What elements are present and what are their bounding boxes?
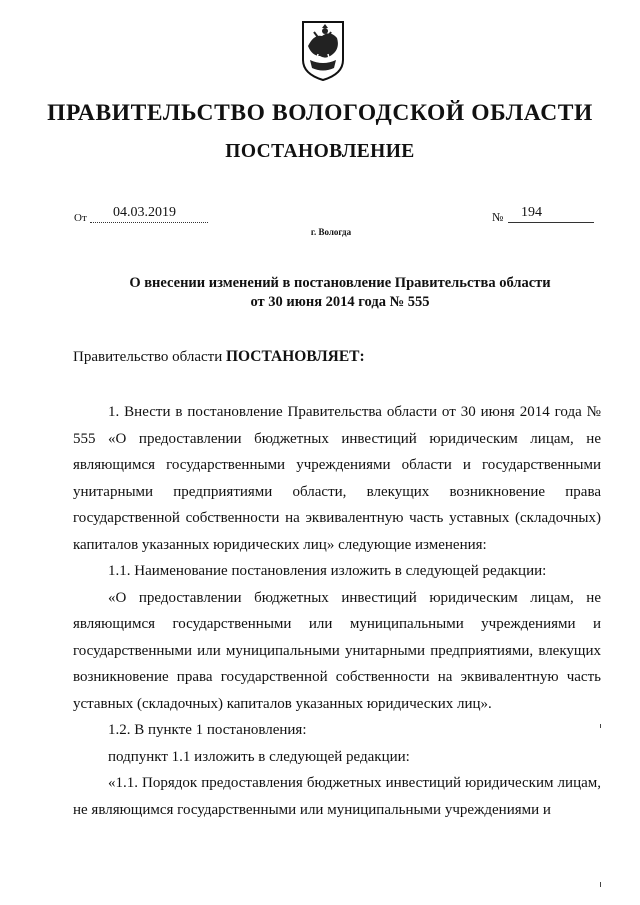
paragraph-quote-order: «1.1. Порядок предоставления бюджетных инвестиций юридическим лицам, не являющимся государственными или муниципальными учреждениями и [73,775,601,818]
preamble-decree-word: ПОСТАНОВЛЯЕТ: [225,348,365,365]
date-prefix: От [74,212,87,224]
preamble-text: Правительство области [73,349,223,365]
paragraph-1-1: 1.1. Наименование постановления изложить в следующей редакции: [108,563,547,579]
number-prefix: № [492,210,504,224]
subject-line-2: от 30 июня 2014 года № 555 [250,294,430,310]
document-body [73,399,601,823]
document-number: 194 [521,205,542,220]
scan-mark [600,724,601,728]
paragraph-quote-title: «О предоставлении бюджетных инвестиций юридическим лицам, не являющимся государственными или муниципальными учреждениями и государственными или муниципальными унитарными предприятиями, влекущих возникновение права государственной собственности на эквивалентную часть уставных (складочных) капиталов указанных юридических лиц». [73,589,601,712]
document-type: ПОСТАНОВЛЕНИЕ [225,141,415,162]
vologda-coat-of-arms-icon [300,20,346,82]
org-title: ПРАВИТЕЛЬСТВО ВОЛОГОДСКОЙ ОБЛАСТИ [47,100,593,126]
paragraph-subpoint: подпункт 1.1 изложить в следующей редакции: [108,748,410,765]
paragraph-1: 1. Внести в постановление Правительства области от 30 июня 2014 года № 555 «О предоставлении бюджетных инвестиций юридическим лицам, не являющимся государственными учреждениями области и государственными унитарными предприятиями области, влекущих возникновение права государственной собственности на эквивалентную часть уставных (складочных) капиталов указанных юридических лиц» следующие изменения: [73,404,601,553]
document-date: 04.03.2019 [113,205,176,220]
city-label: г. Вологда [310,227,352,237]
paragraph-1-2: 1.2. В пункте 1 постановления: [108,722,307,738]
scan-mark [600,882,601,887]
document-subject [0,274,640,312]
subject-line-1: О внесении изменений в постановление Правительства области [129,275,551,291]
preamble [73,348,365,366]
